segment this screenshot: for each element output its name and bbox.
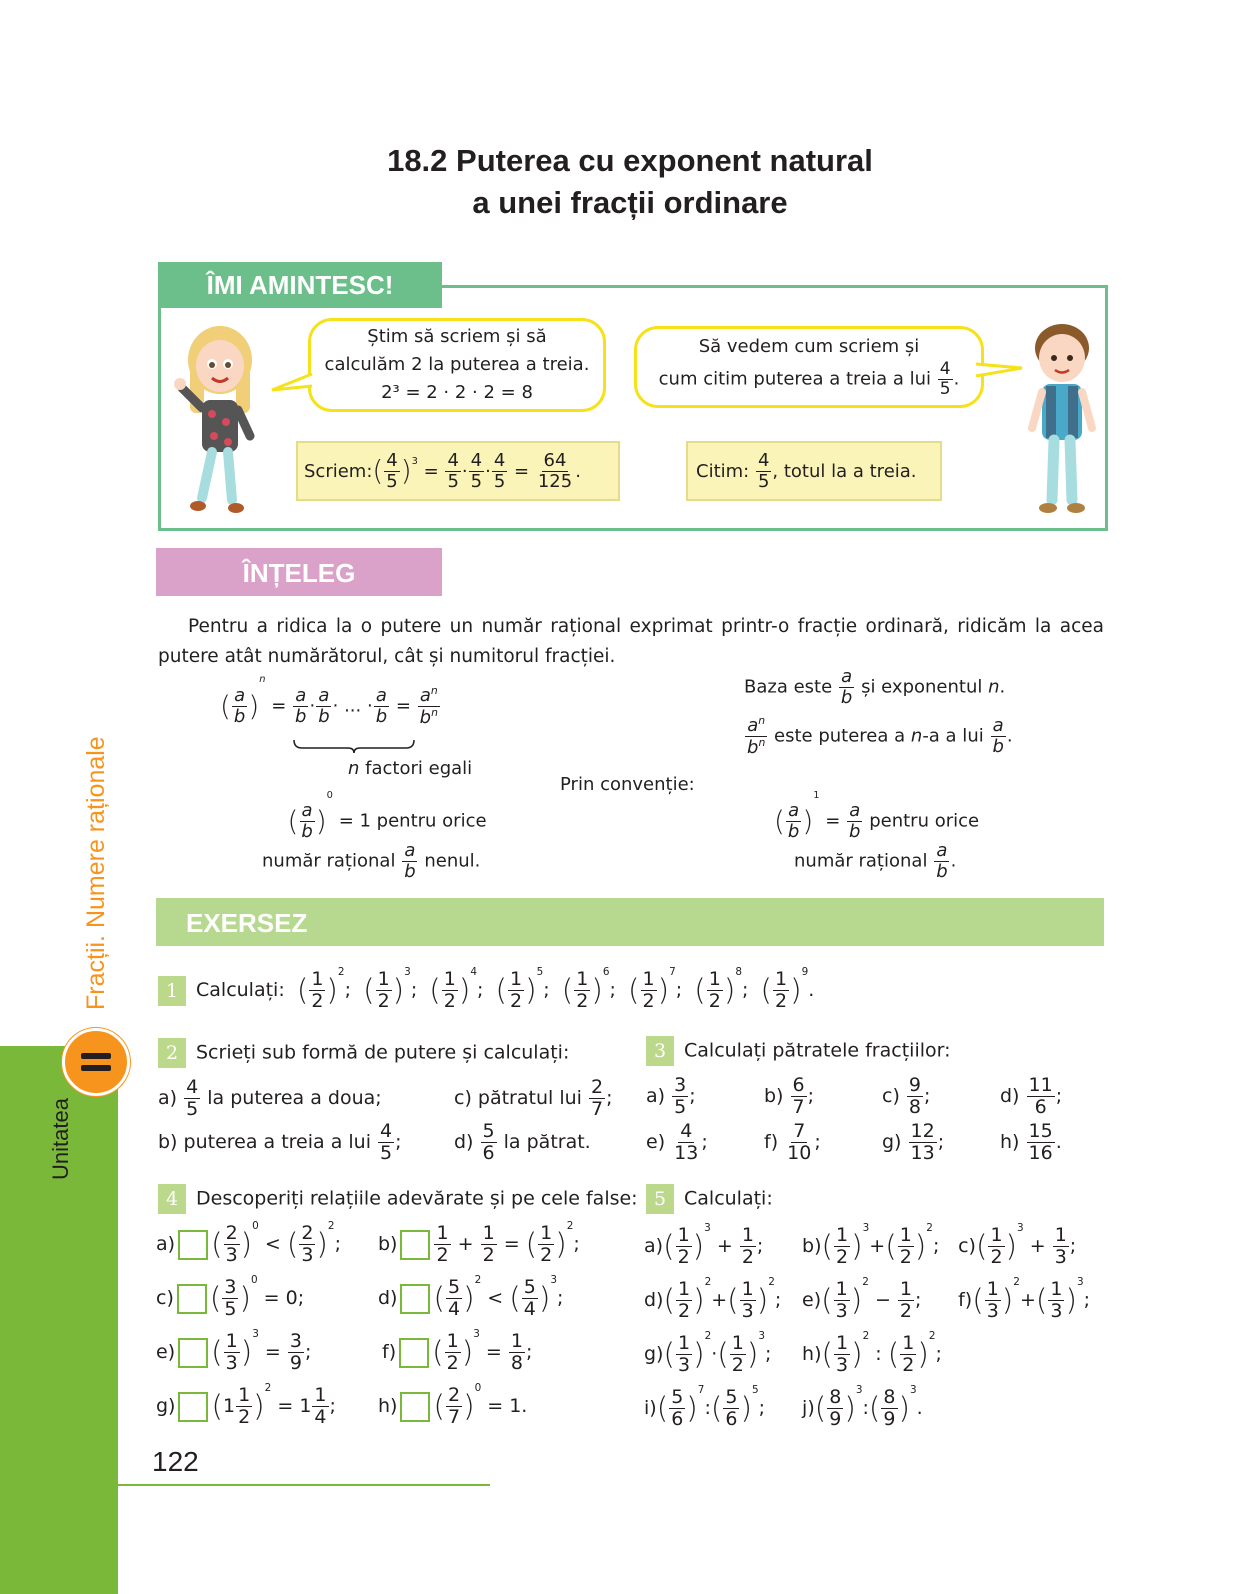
citim-box: Citim: 4 5 , totul la a treia. bbox=[686, 441, 942, 501]
bubble-right-line-2: cum citim puterea a treia a lui $\frac{4}{5}$ . bbox=[658, 359, 960, 399]
exercise-3-label: 3 Calculați pătratele fracțiilor: bbox=[646, 1036, 951, 1066]
side-unit-label: Unitatea bbox=[48, 1098, 73, 1180]
inteleg-paragraph: Pentru a ridica la o putere un număr rațional exprimat printr-o fracție ordinară, ridicăm la acea putere atât numărătorul, cât și numitorul fracției. bbox=[158, 616, 1104, 667]
bubble-right-line-1: Să vedem cum scriem și bbox=[698, 336, 920, 357]
footer-line bbox=[118, 1484, 490, 1486]
answer-checkbox-4c[interactable] bbox=[177, 1284, 207, 1314]
answer-checkbox-4b[interactable] bbox=[400, 1230, 430, 1260]
exercise-4g: g) (1 $\frac{1}{2}$ )$^2$ = 1 $\frac{1}{4}$ ; bbox=[156, 1382, 336, 1428]
boy-illustration bbox=[1022, 318, 1102, 518]
bubble-left-tail bbox=[270, 372, 314, 394]
speech-bubble-right bbox=[634, 326, 984, 408]
exercise-number-2: 2 bbox=[158, 1038, 186, 1068]
exercise-number-1: 1 bbox=[158, 976, 186, 1006]
conventie-zero-line2: număr rațional $\frac{a}{b}$ nenul. bbox=[262, 840, 481, 882]
speech-bubble-left bbox=[308, 318, 606, 412]
exercise-3-row2: e) $\frac{4}{13}$ ; f) $\frac{7}{10}$ ; g) $\frac{12}{13}$ ; h) $\frac{15}{16}$ . bbox=[646, 1120, 1062, 1164]
conventie-one-line2: număr rațional $\frac{a}{b}$ . bbox=[794, 840, 957, 882]
unit-badge-symbol bbox=[81, 1053, 111, 1071]
side-topic-label: Fracții. Numere raționale bbox=[82, 736, 110, 1010]
exercise-number-5: 5 bbox=[646, 1184, 674, 1214]
amintesc-header: ÎMI AMINTESC! bbox=[158, 262, 442, 308]
exercise-2a: a) $\frac{4}{5}$ la puterea a doua; bbox=[158, 1076, 382, 1120]
title-line-1: 18.2 Puterea cu exponent natural bbox=[387, 143, 873, 178]
exercise-number-4: 4 bbox=[158, 1184, 186, 1214]
baza-text: Baza este $\frac{a}{b}$ și exponentul n. bbox=[744, 666, 1006, 708]
putere-text: $\frac{a^n}{b^n}$ este puterea a n-a a lui $\frac{a}{b}$ . bbox=[747, 714, 1013, 758]
formula-power-definition: ( $\frac{a}{b}$ )$^n$ = $\frac{a}{b}$ · $\frac{a}{b}$ · ... · $\frac{a}{b}$ = $\frac{a^n}{b^n}$ bbox=[220, 674, 438, 728]
exercise-2d: d) $\frac{5}{6}$ la pătrat. bbox=[454, 1120, 591, 1164]
exercise-4h: h) ( $\frac{2}{7}$ )$^0$ = 1. bbox=[378, 1382, 528, 1428]
bubble-left-line-2: calculăm 2 la puterea a treia. bbox=[324, 354, 590, 375]
exercise-5-row1: a)( $\frac{1}{2}$ )$^3$ + $\frac{1}{2}$ ; b)( $\frac{1}{2}$ )$^3$+( $\frac{1}{2}$ )$^2$; c)( $\frac{1}{2}$ )$^3$ + $\frac{1}{3}$ ; bbox=[644, 1222, 1077, 1268]
exercise-number-3: 3 bbox=[646, 1036, 674, 1066]
exercise-4c: c) ( $\frac{3}{5}$ )$^0$ = 0; bbox=[156, 1274, 305, 1320]
exercise-4a: a) ( $\frac{2}{3}$ )$^0$ < ( $\frac{2}{3}$ )$^2$; bbox=[156, 1220, 341, 1266]
exercise-2-label: 2 Scrieți sub formă de putere și calculați: bbox=[158, 1038, 569, 1068]
answer-checkbox-4h[interactable] bbox=[400, 1392, 430, 1422]
exercise-4b: b) $\frac{1}{2}$ + $\frac{1}{2}$ = ( $\frac{1}{2}$ )$^2$; bbox=[378, 1220, 580, 1266]
conventie-one: ( $\frac{a}{b}$ )$^1$ = $\frac{a}{b}$ pentru orice bbox=[774, 790, 980, 842]
exercise-5-row3: g)( $\frac{1}{3}$ )$^2$·( $\frac{1}{2}$ )$^3$; h)( $\frac{1}{3}$ )$^2$ : ( $\frac{1}{2}$ )$^2$; bbox=[644, 1330, 942, 1376]
inteleg-header: ÎNȚELEG bbox=[156, 548, 442, 596]
exercise-5-row4: i)( $\frac{5}{6}$ )$^7$:( $\frac{5}{6}$ )$^5$; j)( $\frac{8}{9}$ )$^3$:( $\frac{8}{9}$ )$^3$. bbox=[644, 1384, 923, 1430]
answer-checkbox-4g[interactable] bbox=[178, 1392, 208, 1422]
conventie-label: Prin convenție: bbox=[560, 774, 695, 795]
conventie-zero: ( $\frac{a}{b}$ )$^0$ = 1 pentru orice bbox=[287, 790, 487, 842]
girl-illustration bbox=[168, 318, 268, 518]
title-line-2: a unei fracții ordinare bbox=[472, 185, 788, 220]
factors-brace bbox=[292, 738, 416, 754]
factors-label: n factori egali bbox=[348, 758, 473, 779]
exercise-5-label: 5 Calculați: bbox=[646, 1184, 773, 1214]
bubble-left-line-1: Știm să scriem și să bbox=[367, 326, 547, 347]
answer-checkbox-4d[interactable] bbox=[400, 1284, 430, 1314]
exersez-header: EXERSEZ bbox=[156, 898, 1104, 946]
answer-checkbox-4f[interactable] bbox=[399, 1338, 429, 1368]
exercise-1: 1 Calculați: ( $\frac{1}{2}$ )$^2$; ( $\frac{1}{2}$ )$^3$; ( $\frac{1}{2}$ )$^4$; ( $\frac{1}{2}$ )$^5$; ( $\frac{1}{2}$ )$^6$; ( $\frac{1}{2}$ )$^7$; ( $\frac{1}{2}$ )$^8$; ( $\frac{1}{2}$ )$^9$. bbox=[158, 970, 814, 1011]
page-number: 122 bbox=[152, 1446, 199, 1477]
exercise-4-label: 4 Descoperiți relațiile adevărate și pe cele false: bbox=[158, 1184, 638, 1214]
exercise-2c: c) pătratul lui $\frac{2}{7}$ ; bbox=[454, 1076, 613, 1120]
exercise-4d: d) ( $\frac{5}{4}$ )$^2$ < ( $\frac{5}{4}$ )$^3$; bbox=[378, 1274, 564, 1320]
answer-checkbox-4e[interactable] bbox=[178, 1338, 208, 1368]
answer-checkbox-4a[interactable] bbox=[178, 1230, 208, 1260]
exercise-2b: b) puterea a treia a lui $\frac{4}{5}$ ; bbox=[158, 1120, 402, 1164]
scriem-box: Scriem: ( 4 5 ) $^3$ = $\frac{4}{5}$ · 4 5 · $\frac{4}{5}$ = $\frac{64}{125}$ . bbox=[296, 441, 620, 501]
page-title bbox=[120, 140, 1140, 224]
exercise-3-row1: a) $\frac{3}{5}$ ; b) $\frac{6}{7}$ ; c) $\frac{9}{8}$ ; d) $\frac{11}{6}$ ; bbox=[646, 1074, 1063, 1118]
exercise-4f: f) ( $\frac{1}{2}$ )$^3$ = $\frac{1}{8}$ ; bbox=[382, 1328, 533, 1374]
bubble-right-tail bbox=[974, 360, 1024, 380]
exercise-5-row2: d)( $\frac{1}{2}$ )$^2$+( $\frac{1}{3}$ )$^2$; e)( $\frac{1}{3}$ )$^2$ − $\frac{1}{2}$ ; f)( $\frac{1}{3}$ )$^2$+( $\frac{1}{3}$ )$^3$; bbox=[644, 1276, 1091, 1322]
bubble-left-line-3: 2³ = 2 · 2 · 2 = 8 bbox=[381, 382, 533, 403]
exercise-4e: e) ( $\frac{1}{3}$ )$^3$ = $\frac{3}{9}$ ; bbox=[156, 1328, 312, 1374]
